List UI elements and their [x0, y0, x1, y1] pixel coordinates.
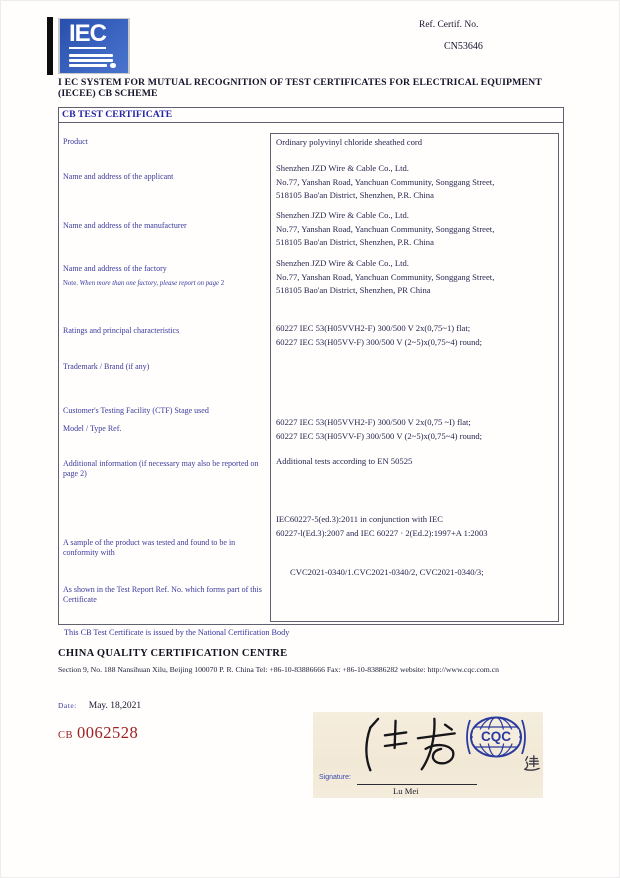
iec-logo-line: [69, 64, 107, 67]
field-label-manufacturer: Name and address of the manufacturer: [63, 221, 187, 230]
iec-logo-line: [69, 54, 113, 57]
factory-line: No.77, Yanshan Road, Yanchuan Community, Songgang Street,: [276, 271, 495, 282]
certification-body-name: CHINA QUALITY CERTIFICATION CENTRE: [58, 648, 288, 659]
ratings-line: 60227 IEC 53(H05VVH2-F) 300/500 V 2x(0,75~1) flat;: [276, 323, 471, 333]
field-label-test-report: As shown in the Test Report Ref. No. which forms part of this Certificate: [63, 585, 262, 604]
cb-certificate-number: [58, 723, 138, 743]
field-label-ctf-stage: Customer's Testing Facility (CTF) Stage used: [63, 406, 209, 415]
signature-panel: [313, 712, 543, 798]
iec-logo: [47, 17, 135, 75]
scheme-title-line1: I EC SYSTEM FOR MUTUAL RECOGNITION OF TEST CERTIFICATES FOR ELECTRICAL EQUIPMENT: [58, 77, 542, 88]
factory-line: Shenzhen JZD Wire & Cable Co., Ltd.: [276, 258, 409, 268]
model-line: 60227 IEC 53(H05VV-F) 300/500 V (2~5)x(0,75~4) round;: [276, 430, 483, 441]
certificate-title: CB TEST CERTIFICATE: [59, 108, 563, 123]
manufacturer-line: No.77, Yanshan Road, Yanchuan Community, Songgang Street,: [276, 223, 495, 234]
cb-prefix: CB: [58, 730, 74, 741]
ratings-line: 60227 IEC 53(H05VV-F) 300/500 V (2~5)x(0,75~4) round;: [276, 336, 483, 347]
cqc-logo: [465, 714, 527, 765]
applicant-line: 518105 Bao'an District, Shenzhen, P.R. China: [276, 190, 434, 200]
signatory-name: Lu Mei: [393, 786, 419, 796]
iec-logo-dot: [110, 63, 116, 69]
cqc-globe-icon: [465, 714, 527, 760]
ref-certif-number: CN53646: [444, 41, 483, 52]
manufacturer-line: Shenzhen JZD Wire & Cable Co., Ltd.: [276, 210, 409, 220]
handwritten-signature-strokes: [355, 714, 473, 778]
manufacturer-line: 518105 Bao'an District, Shenzhen, P.R. China: [276, 237, 434, 247]
stamp-character-strokes: [523, 754, 541, 772]
scheme-title-line2: (IECEE) CB SCHEME: [58, 88, 158, 99]
applicant-line: No.77, Yanshan Road, Yanchuan Community, Songgang Street,: [276, 176, 495, 187]
field-label-ratings: Ratings and principal characteristics: [63, 326, 180, 335]
iec-logo-text: IEC: [69, 20, 107, 47]
certificate-table: [58, 107, 564, 625]
additional-info-value: Additional tests according to EN 50525: [276, 456, 413, 466]
factory-note-text: When more than one factory, please report on page: [79, 280, 219, 287]
field-label-factory: Name and address of the factory: [63, 264, 167, 273]
iec-logo-box: [60, 19, 128, 73]
test-report-value: CVC2021-0340/1.CVC2021-0340/2, CVC2021-0340/3;: [290, 567, 484, 577]
model-line: 60227 IEC 53(H05VVH2-F) 300/500 V 2x(0,75 ~I) flat;: [276, 417, 471, 427]
iec-logo-line: [69, 59, 113, 62]
manufacturer-value: [276, 209, 494, 250]
cqc-logo-text: CQC: [481, 729, 511, 744]
scheme-title: [58, 77, 563, 99]
ref-certif-label: Ref. Certif. No.: [419, 20, 479, 30]
factory-note: [63, 280, 293, 287]
field-label-model: Model / Type Ref.: [63, 424, 122, 433]
factory-value: [276, 257, 494, 298]
values-box: [270, 133, 559, 622]
date-value: May. 18,2021: [88, 701, 142, 711]
product-value: Ordinary polyvinyl chloride sheathed cord: [276, 137, 423, 147]
field-label-conformity: A sample of the product was tested and found to be in conformity with: [63, 538, 236, 557]
certification-body-address: Section 9, No. 188 Nansihuan Xilu, Beijing 100070 P. R. China Tel: +86-10-83886666 Fax: +86-10-83886282 website: http://www.cqc.com.cn: [58, 665, 499, 674]
ratings-value: [276, 322, 482, 349]
factory-note-page: 2: [220, 280, 225, 287]
conformity-value: [276, 513, 488, 540]
stamp-character-jian: [523, 754, 541, 777]
applicant-value: [276, 162, 494, 203]
field-label-trademark: Trademark / Brand (if any): [63, 362, 150, 371]
signature-label: Signature:: [319, 774, 351, 781]
field-label-applicant: Name and address of the applicant: [63, 172, 174, 181]
issued-by-line: This CB Test Certificate is issued by the National Certification Body: [64, 628, 290, 637]
applicant-line: Shenzhen JZD Wire & Cable Co., Ltd.: [276, 163, 409, 173]
factory-note-prefix: Note.: [63, 280, 78, 287]
date-row: [58, 695, 141, 713]
model-value: [276, 416, 482, 443]
conformity-line: IEC60227-5(ed.3):2011 in conjunction with IEC: [276, 514, 443, 524]
cb-number: 0062528: [77, 723, 139, 742]
date-label: Date:: [58, 701, 77, 710]
field-label-additional-info: Additional information (if necessary may also be reported on page 2): [63, 459, 259, 478]
signature-line: [357, 784, 477, 785]
factory-line: 518105 Bao'an District, Shenzhen, PR China: [276, 285, 431, 295]
field-label-product: Product: [63, 137, 88, 146]
conformity-line: 60227-l(Ed.3):2007 and IEC 60227 · 2(Ed.2):1997+A 1:2003: [276, 527, 488, 538]
scan-edge-bar: [47, 17, 53, 75]
handwritten-signature: [355, 714, 473, 783]
